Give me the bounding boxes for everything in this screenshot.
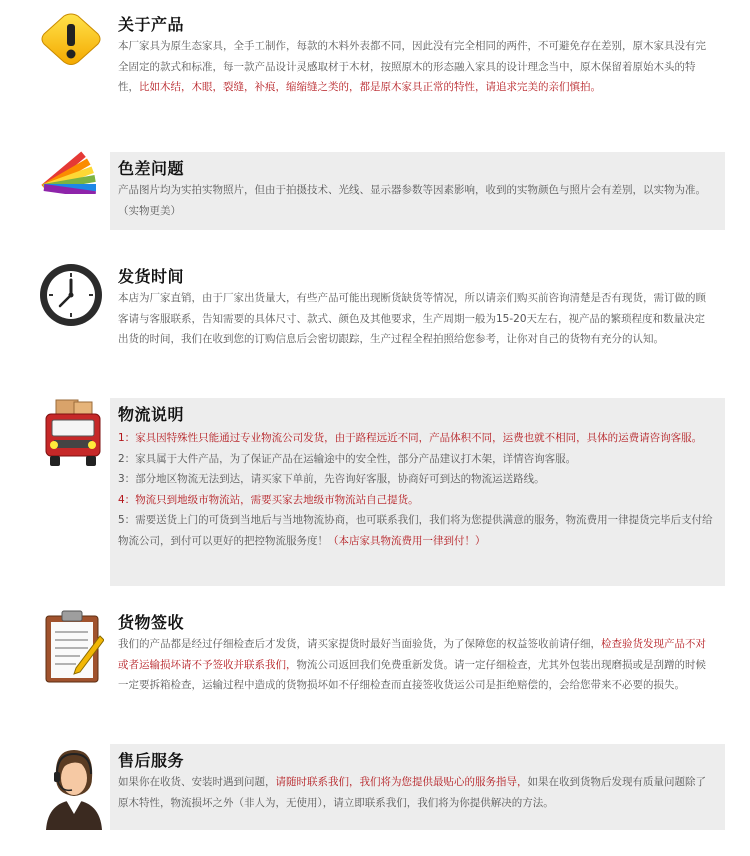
section-title: 发货时间 bbox=[118, 267, 185, 286]
section-after-sales bbox=[110, 744, 725, 830]
body-highlight: 请随时联系我们，我们将为您提供最贴心的服务指导， bbox=[275, 776, 528, 788]
customer-service-icon bbox=[42, 744, 106, 830]
section-goods-receipt bbox=[110, 606, 725, 722]
section-title: 色差问题 bbox=[118, 159, 185, 178]
body-text: 物流公司返回我们免费重新发货。请一定仔细检查，尤其外包装出现磨损或是刮蹭的时候一定要拆箱检查，运输过程中造成的货物损坏如不仔细检查而直接签收货运公司是拒绝赔偿的，会给您带来不必要的损失。 bbox=[118, 658, 706, 691]
body-highlight: 比如木结，木眼，裂缝，补痕，缩缩缝之类的，都是原木家具正常的特性，请追求完美的亲们慎拍。 bbox=[139, 81, 601, 93]
section-about-product bbox=[110, 8, 725, 126]
section-body bbox=[118, 428, 713, 551]
section-color-difference bbox=[110, 152, 725, 230]
clipboard-icon bbox=[44, 608, 104, 684]
list-item: 3：部分地区物流无法到达，请买家下单前，先咨询好客服，协商好可到达的物流运送路线。 bbox=[118, 473, 545, 485]
section-title: 售后服务 bbox=[118, 751, 185, 770]
list-item: 4：物流只到地级市物流站，需要买家去地级市物流站自己提货。 bbox=[118, 493, 419, 506]
truck-icon bbox=[42, 398, 106, 468]
body-text: 如果在收到货物后发现有质量问题除了原木特性，物流损坏之外（非人为，无使用），请立即联系我们，我们将为你提供解决的方法。 bbox=[118, 776, 706, 809]
body-text: 产品图片均为实拍实物照片，但由于拍摄技术、光线、显示器参数等因素影响，收到的实物颜色与照片会有差别，以实物为准。（实物更美） bbox=[118, 184, 706, 217]
section-body bbox=[118, 36, 713, 98]
section-body bbox=[118, 180, 713, 221]
section-body bbox=[118, 288, 713, 350]
list-item: 5：需要送货上门的可货到当地后与当地物流协商，也可联系我们，我们将为您提供满意的服务，物流费用一律提货完毕后支付给物流公司，到付可以更好的把控物流服务度！（本店家具物流费用一律到付！） bbox=[118, 514, 713, 547]
list-item: 1：家具因特殊性只能通过专业物流公司发货，由于路程远近不同，产品体积不同，运费也就不相同，具体的运费请咨询客服。 bbox=[118, 432, 703, 444]
section-shipping-time bbox=[110, 260, 725, 370]
section-title: 物流说明 bbox=[118, 405, 185, 424]
color-swatch-icon bbox=[38, 148, 104, 194]
body-text: 我们的产品都是经过仔细检查后才发货，请买家提货时最好当面验货，为了保障您的权益签收前请仔细， bbox=[118, 638, 601, 650]
section-title: 货物签收 bbox=[118, 613, 185, 632]
list-item: 2：家具属于大件产品，为了保证产品在运输途中的安全性，部分产品建议打木架，详情咨询客服。 bbox=[118, 452, 577, 465]
section-logistics bbox=[110, 398, 725, 586]
body-text: 如果你在收货、安装时遇到问题， bbox=[118, 776, 276, 788]
section-title: 关于产品 bbox=[118, 15, 185, 34]
body-highlight: 检查验货发现产品不对或者运输损坏请不予签收并联系我们， bbox=[118, 638, 706, 671]
section-body bbox=[118, 772, 713, 813]
body-text: 本厂家具为原生态家具，全手工制作，每款的木料外表都不同，因此没有完全相同的两件，不可避免存在差别，原木家具没有完全固定的款式和标准，每一款产品设计灵感取材于木材，按照原木的形态融入家具的设计理念当中，原木保留着原始木头的特性， bbox=[118, 40, 706, 93]
clock-icon bbox=[38, 262, 104, 328]
body-text: 本店为厂家直销，由于厂家出货量大，有些产品可能出现断货缺货等情况，所以请亲们购买前咨询清楚是否有现货，需订做的顾客请与客服联系，告知需要的具体尺寸、款式、颜色及其他要求，生产周期一般为15-20天左右，视产品的繁琐程度和数量决定出货的时间，我们在收到您的订购信息后会密切跟踪，生产过程全程拍照给您参考，让你对自己的货物有充分的认知。 bbox=[118, 292, 706, 345]
warning-icon bbox=[38, 12, 104, 72]
section-body bbox=[118, 634, 713, 696]
